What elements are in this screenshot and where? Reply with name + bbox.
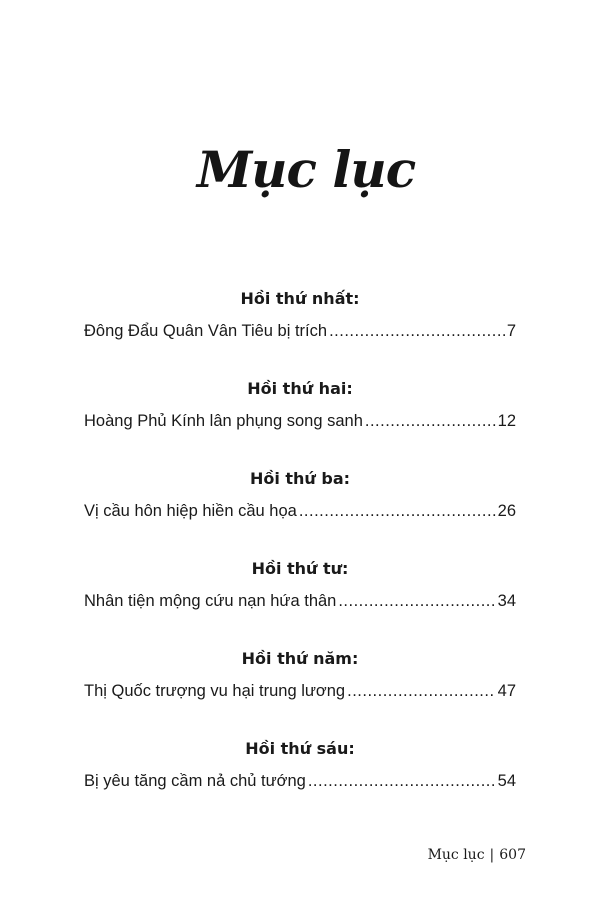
toc-line[interactable] (84, 770, 516, 792)
chapter-title: Đông Đẩu Quân Vân Tiêu bị trích (84, 322, 328, 340)
chapter-heading: Hồi thứ sáu: (245, 739, 355, 758)
chapter-page-number: 54 (497, 772, 516, 790)
chapter-page-number: 47 (497, 682, 516, 700)
chapter-page-number: 7 (506, 322, 516, 340)
chapter-heading: Hồi thứ nhất: (240, 289, 360, 308)
chapter-title: Nhân tiện mộng cứu nạn hứa thân (84, 592, 337, 610)
chapter-heading: Hồi thứ năm: (241, 649, 359, 668)
chapter-title: Hoàng Phủ Kính lân phụng song sanh (84, 412, 363, 430)
toc-entry (84, 558, 516, 648)
toc-line[interactable] (84, 590, 516, 612)
toc-entry (84, 468, 516, 558)
dot-leader (329, 320, 505, 342)
toc-line[interactable] (84, 500, 516, 522)
footer-section-label: Mục lục (427, 847, 485, 863)
dot-leader (308, 770, 496, 792)
toc-line[interactable] (84, 410, 516, 432)
chapter-page-number: 34 (497, 592, 516, 610)
dot-leader (365, 410, 496, 432)
chapter-title: Thị Quốc trượng vu hại trung lương (84, 682, 346, 700)
chapter-heading: Hồi thứ hai: (247, 379, 353, 398)
chapter-page-number: 26 (497, 502, 516, 520)
toc-entry (84, 378, 516, 468)
dot-leader (347, 680, 496, 702)
chapter-page-number: 12 (497, 412, 516, 430)
page-title: Mục lục (196, 140, 416, 199)
chapter-title: Bị yêu tăng cầm nả chủ tướng (84, 772, 306, 790)
table-of-contents (84, 288, 516, 828)
toc-line[interactable] (84, 320, 516, 342)
chapter-heading: Hồi thứ tư: (251, 559, 349, 578)
toc-line[interactable] (84, 680, 516, 702)
page-footer (428, 847, 526, 863)
toc-entry (84, 738, 516, 828)
footer-separator: | (489, 847, 495, 863)
footer-page-number: 607 (499, 847, 526, 863)
dot-leader (299, 500, 496, 522)
toc-entry (84, 288, 516, 378)
toc-entry (84, 648, 516, 738)
dot-leader (338, 590, 495, 612)
chapter-title: Vị cầu hôn hiệp hiền cầu họa (84, 502, 297, 520)
chapter-heading: Hồi thứ ba: (249, 469, 351, 488)
